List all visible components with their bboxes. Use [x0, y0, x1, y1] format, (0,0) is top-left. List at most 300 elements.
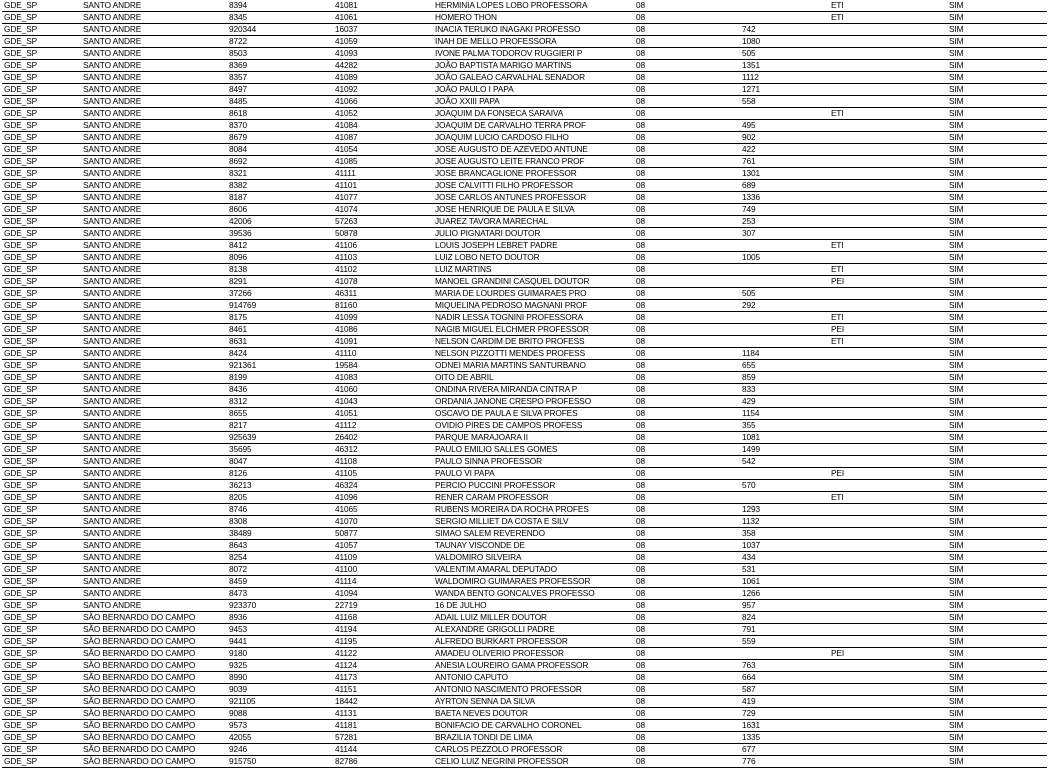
cell-valor: 358: [740, 528, 829, 540]
cell-status: SIM: [947, 240, 1047, 252]
cell-programa: [829, 204, 947, 216]
cell-diretoria: GDE_SP: [2, 480, 81, 492]
cell-codigo-cie: 16037: [333, 24, 433, 36]
cell-diretoria: GDE_SP: [2, 444, 81, 456]
cell-ciclo: 08: [634, 624, 740, 636]
cell-codigo-cie: 41181: [333, 720, 433, 732]
cell-municipio: SÃO BERNARDO DO CAMPO: [81, 696, 227, 708]
cell-programa: [829, 636, 947, 648]
table-row: [2, 300, 1047, 312]
cell-municipio: SANTO ANDRE: [81, 528, 227, 540]
table-row: [2, 456, 1047, 468]
cell-codigo-escola: 8631: [227, 336, 333, 348]
cell-escola-nome: RENER CARAM PROFESSOR: [433, 492, 634, 504]
cell-diretoria: GDE_SP: [2, 216, 81, 228]
cell-diretoria: GDE_SP: [2, 456, 81, 468]
table-row: [2, 732, 1047, 744]
cell-status: SIM: [947, 564, 1047, 576]
cell-municipio: SANTO ANDRE: [81, 84, 227, 96]
cell-codigo-cie: 41122: [333, 648, 433, 660]
cell-ciclo: 08: [634, 252, 740, 264]
cell-municipio: SANTO ANDRE: [81, 108, 227, 120]
cell-programa: ETI: [829, 0, 947, 12]
cell-codigo-cie: 57281: [333, 732, 433, 744]
cell-valor: 587: [740, 684, 829, 696]
cell-codigo-escola: 8990: [227, 672, 333, 684]
cell-escola-nome: LUIZ MARTINS: [433, 264, 634, 276]
cell-ciclo: 08: [634, 108, 740, 120]
cell-ciclo: 08: [634, 528, 740, 540]
cell-programa: [829, 72, 947, 84]
cell-status: SIM: [947, 684, 1047, 696]
cell-codigo-escola: 8459: [227, 576, 333, 588]
cell-municipio: SÃO BERNARDO DO CAMPO: [81, 672, 227, 684]
cell-escola-nome: CELIO LUIZ NEGRINI PROFESSOR: [433, 756, 634, 768]
table-row: [2, 444, 1047, 456]
cell-codigo-escola: 8618: [227, 108, 333, 120]
table-row: [2, 132, 1047, 144]
cell-codigo-escola: 8254: [227, 552, 333, 564]
cell-valor: 1184: [740, 348, 829, 360]
table-row: [2, 192, 1047, 204]
cell-codigo-escola: 35695: [227, 444, 333, 456]
cell-diretoria: GDE_SP: [2, 720, 81, 732]
cell-municipio: SANTO ANDRE: [81, 216, 227, 228]
cell-codigo-escola: 8655: [227, 408, 333, 420]
cell-codigo-cie: 41087: [333, 132, 433, 144]
cell-status: SIM: [947, 732, 1047, 744]
cell-municipio: SANTO ANDRE: [81, 156, 227, 168]
cell-diretoria: GDE_SP: [2, 540, 81, 552]
cell-valor: 957: [740, 600, 829, 612]
cell-diretoria: GDE_SP: [2, 696, 81, 708]
cell-municipio: SANTO ANDRE: [81, 456, 227, 468]
cell-valor: [740, 276, 829, 288]
cell-escola-nome: PAULO EMILIO SALLES GOMES: [433, 444, 634, 456]
cell-ciclo: 08: [634, 276, 740, 288]
table-row: [2, 12, 1047, 24]
table-row: [2, 588, 1047, 600]
cell-municipio: SANTO ANDRE: [81, 48, 227, 60]
cell-codigo-escola: 8485: [227, 96, 333, 108]
cell-programa: [829, 48, 947, 60]
table-row: [2, 516, 1047, 528]
cell-municipio: SANTO ANDRE: [81, 36, 227, 48]
table-row: [2, 480, 1047, 492]
cell-codigo-cie: 41110: [333, 348, 433, 360]
table-row: [2, 648, 1047, 660]
cell-diretoria: GDE_SP: [2, 636, 81, 648]
cell-ciclo: 08: [634, 156, 740, 168]
cell-diretoria: GDE_SP: [2, 0, 81, 12]
cell-diretoria: GDE_SP: [2, 120, 81, 132]
cell-valor: 1081: [740, 432, 829, 444]
cell-diretoria: GDE_SP: [2, 300, 81, 312]
cell-escola-nome: JOAQUIM LUCIO CARDOSO FILHO: [433, 132, 634, 144]
cell-municipio: SANTO ANDRE: [81, 312, 227, 324]
cell-status: SIM: [947, 312, 1047, 324]
cell-ciclo: 08: [634, 492, 740, 504]
cell-codigo-escola: 8084: [227, 144, 333, 156]
cell-status: SIM: [947, 516, 1047, 528]
cell-diretoria: GDE_SP: [2, 156, 81, 168]
cell-programa: [829, 624, 947, 636]
cell-municipio: SANTO ANDRE: [81, 492, 227, 504]
cell-status: SIM: [947, 144, 1047, 156]
cell-ciclo: 08: [634, 348, 740, 360]
cell-codigo-cie: 41084: [333, 120, 433, 132]
cell-municipio: SANTO ANDRE: [81, 396, 227, 408]
cell-ciclo: 08: [634, 228, 740, 240]
cell-diretoria: GDE_SP: [2, 612, 81, 624]
cell-codigo-cie: 41061: [333, 12, 433, 24]
cell-programa: [829, 516, 947, 528]
cell-codigo-escola: 8217: [227, 420, 333, 432]
cell-status: SIM: [947, 444, 1047, 456]
cell-status: SIM: [947, 336, 1047, 348]
table-row: [2, 168, 1047, 180]
cell-diretoria: GDE_SP: [2, 276, 81, 288]
cell-escola-nome: 16 DE JULHO: [433, 600, 634, 612]
cell-diretoria: GDE_SP: [2, 552, 81, 564]
cell-valor: 292: [740, 300, 829, 312]
cell-codigo-escola: 38489: [227, 528, 333, 540]
cell-codigo-escola: 9325: [227, 660, 333, 672]
cell-diretoria: GDE_SP: [2, 24, 81, 36]
cell-escola-nome: BRAZILIA TONDI DE LIMA: [433, 732, 634, 744]
cell-escola-nome: ORDANIA JANONE CRESPO PROFESSO: [433, 396, 634, 408]
cell-ciclo: 08: [634, 564, 740, 576]
cell-valor: 749: [740, 204, 829, 216]
cell-diretoria: GDE_SP: [2, 672, 81, 684]
cell-ciclo: 08: [634, 0, 740, 12]
cell-diretoria: GDE_SP: [2, 624, 81, 636]
cell-codigo-escola: 8692: [227, 156, 333, 168]
cell-codigo-escola: 8936: [227, 612, 333, 624]
cell-codigo-cie: 41043: [333, 396, 433, 408]
cell-programa: [829, 384, 947, 396]
table-row: [2, 204, 1047, 216]
cell-codigo-cie: 41094: [333, 588, 433, 600]
cell-codigo-cie: 41085: [333, 156, 433, 168]
cell-diretoria: GDE_SP: [2, 744, 81, 756]
cell-escola-nome: OVIDIO PIRES DE CAMPOS PROFESS: [433, 420, 634, 432]
cell-municipio: SÃO BERNARDO DO CAMPO: [81, 660, 227, 672]
cell-codigo-cie: 41105: [333, 468, 433, 480]
cell-codigo-escola: 914769: [227, 300, 333, 312]
table-row: [2, 564, 1047, 576]
cell-codigo-cie: 41081: [333, 0, 433, 12]
cell-programa: [829, 120, 947, 132]
cell-programa: [829, 252, 947, 264]
cell-programa: [829, 348, 947, 360]
cell-codigo-cie: 50878: [333, 228, 433, 240]
cell-ciclo: 08: [634, 120, 740, 132]
cell-escola-nome: ALEXANDRE GRIGOLLI PADRE: [433, 624, 634, 636]
cell-diretoria: GDE_SP: [2, 600, 81, 612]
cell-codigo-cie: 41060: [333, 384, 433, 396]
table-row: [2, 684, 1047, 696]
cell-ciclo: 08: [634, 516, 740, 528]
cell-valor: 677: [740, 744, 829, 756]
cell-status: SIM: [947, 588, 1047, 600]
cell-ciclo: 08: [634, 192, 740, 204]
cell-ciclo: 08: [634, 756, 740, 768]
cell-escola-nome: JOSE HENRIQUE DE PAULA E SILVA: [433, 204, 634, 216]
cell-codigo-cie: 41108: [333, 456, 433, 468]
cell-codigo-cie: 44282: [333, 60, 433, 72]
cell-codigo-cie: 41112: [333, 420, 433, 432]
cell-codigo-escola: 923370: [227, 600, 333, 612]
cell-diretoria: GDE_SP: [2, 492, 81, 504]
cell-escola-nome: VALENTIM AMARAL DEPUTADO: [433, 564, 634, 576]
cell-ciclo: 08: [634, 60, 740, 72]
cell-municipio: SANTO ANDRE: [81, 600, 227, 612]
cell-programa: [829, 156, 947, 168]
cell-ciclo: 08: [634, 336, 740, 348]
cell-escola-nome: PAULO SINNA PROFESSOR: [433, 456, 634, 468]
cell-municipio: SANTO ANDRE: [81, 168, 227, 180]
table-row: [2, 264, 1047, 276]
table-row: [2, 36, 1047, 48]
cell-valor: 833: [740, 384, 829, 396]
cell-escola-nome: SIMAO SALEM REVERENDO: [433, 528, 634, 540]
cell-programa: [829, 672, 947, 684]
cell-valor: 495: [740, 120, 829, 132]
cell-status: SIM: [947, 276, 1047, 288]
cell-valor: [740, 648, 829, 660]
cell-codigo-cie: 41083: [333, 372, 433, 384]
cell-valor: 1499: [740, 444, 829, 456]
cell-municipio: SANTO ANDRE: [81, 336, 227, 348]
cell-programa: [829, 408, 947, 420]
cell-programa: [829, 744, 947, 756]
cell-programa: PEI: [829, 648, 947, 660]
cell-valor: 776: [740, 756, 829, 768]
cell-programa: PEI: [829, 276, 947, 288]
cell-codigo-escola: 8679: [227, 132, 333, 144]
cell-municipio: SANTO ANDRE: [81, 432, 227, 444]
cell-diretoria: GDE_SP: [2, 144, 81, 156]
cell-codigo-escola: 8321: [227, 168, 333, 180]
table-row: [2, 528, 1047, 540]
cell-programa: [829, 660, 947, 672]
cell-ciclo: 08: [634, 324, 740, 336]
cell-diretoria: GDE_SP: [2, 84, 81, 96]
cell-municipio: SANTO ANDRE: [81, 144, 227, 156]
cell-status: SIM: [947, 720, 1047, 732]
table-row: [2, 372, 1047, 384]
cell-diretoria: GDE_SP: [2, 168, 81, 180]
table-row: [2, 624, 1047, 636]
cell-status: SIM: [947, 756, 1047, 768]
cell-valor: 1266: [740, 588, 829, 600]
table-row: [2, 144, 1047, 156]
cell-programa: [829, 504, 947, 516]
cell-codigo-cie: 41124: [333, 660, 433, 672]
cell-codigo-cie: 41131: [333, 708, 433, 720]
cell-status: SIM: [947, 612, 1047, 624]
cell-status: SIM: [947, 108, 1047, 120]
cell-valor: 505: [740, 48, 829, 60]
cell-escola-nome: VALDOMIRO SILVEIRA: [433, 552, 634, 564]
table-row: [2, 660, 1047, 672]
cell-ciclo: 08: [634, 264, 740, 276]
cell-diretoria: GDE_SP: [2, 396, 81, 408]
cell-status: SIM: [947, 264, 1047, 276]
cell-diretoria: GDE_SP: [2, 708, 81, 720]
cell-programa: [829, 564, 947, 576]
school-table: [2, 0, 1047, 768]
cell-diretoria: GDE_SP: [2, 228, 81, 240]
cell-valor: 355: [740, 420, 829, 432]
cell-codigo-cie: 26402: [333, 432, 433, 444]
table-row: [2, 756, 1047, 768]
cell-codigo-cie: 41065: [333, 504, 433, 516]
cell-valor: 664: [740, 672, 829, 684]
cell-diretoria: GDE_SP: [2, 756, 81, 768]
cell-escola-nome: RUBENS MOREIRA DA ROCHA PROFES: [433, 504, 634, 516]
cell-diretoria: GDE_SP: [2, 204, 81, 216]
cell-municipio: SÃO BERNARDO DO CAMPO: [81, 648, 227, 660]
cell-ciclo: 08: [634, 696, 740, 708]
cell-ciclo: 08: [634, 300, 740, 312]
cell-municipio: SANTO ANDRE: [81, 96, 227, 108]
cell-programa: [829, 480, 947, 492]
table-row: [2, 492, 1047, 504]
cell-status: SIM: [947, 360, 1047, 372]
table-row: [2, 288, 1047, 300]
cell-escola-nome: OSCAVO DE PAULA E SILVA PROFES: [433, 408, 634, 420]
table-row: [2, 324, 1047, 336]
cell-ciclo: 08: [634, 600, 740, 612]
cell-ciclo: 08: [634, 168, 740, 180]
cell-status: SIM: [947, 432, 1047, 444]
cell-status: SIM: [947, 420, 1047, 432]
cell-diretoria: GDE_SP: [2, 348, 81, 360]
cell-status: SIM: [947, 468, 1047, 480]
cell-status: SIM: [947, 492, 1047, 504]
cell-codigo-cie: 41173: [333, 672, 433, 684]
table-row: [2, 348, 1047, 360]
cell-escola-nome: JOSE BRANCAGLIONE PROFESSOR: [433, 168, 634, 180]
cell-valor: 531: [740, 564, 829, 576]
cell-codigo-escola: 8370: [227, 120, 333, 132]
cell-municipio: SANTO ANDRE: [81, 180, 227, 192]
cell-municipio: SANTO ANDRE: [81, 360, 227, 372]
cell-municipio: SANTO ANDRE: [81, 72, 227, 84]
cell-codigo-cie: 50877: [333, 528, 433, 540]
cell-ciclo: 08: [634, 396, 740, 408]
cell-status: SIM: [947, 36, 1047, 48]
cell-programa: [829, 576, 947, 588]
cell-valor: 1080: [740, 36, 829, 48]
cell-programa: ETI: [829, 240, 947, 252]
cell-valor: 791: [740, 624, 829, 636]
cell-codigo-escola: 9180: [227, 648, 333, 660]
cell-escola-nome: JOÃO XXIII PAPA: [433, 96, 634, 108]
cell-ciclo: 08: [634, 48, 740, 60]
cell-diretoria: GDE_SP: [2, 576, 81, 588]
cell-municipio: SANTO ANDRE: [81, 252, 227, 264]
table-row: [2, 396, 1047, 408]
cell-escola-nome: INAH DE MELLO PROFESSORA: [433, 36, 634, 48]
cell-status: SIM: [947, 120, 1047, 132]
cell-municipio: SÃO BERNARDO DO CAMPO: [81, 732, 227, 744]
cell-status: SIM: [947, 192, 1047, 204]
cell-programa: [829, 60, 947, 72]
cell-codigo-cie: 41074: [333, 204, 433, 216]
table-row: [2, 600, 1047, 612]
cell-programa: [829, 420, 947, 432]
cell-municipio: SANTO ANDRE: [81, 324, 227, 336]
cell-ciclo: 08: [634, 420, 740, 432]
cell-escola-nome: HOMERO THON: [433, 12, 634, 24]
table-row: [2, 156, 1047, 168]
cell-valor: 1351: [740, 60, 829, 72]
cell-valor: 742: [740, 24, 829, 36]
cell-ciclo: 08: [634, 732, 740, 744]
cell-municipio: SANTO ANDRE: [81, 120, 227, 132]
cell-programa: [829, 288, 947, 300]
table-row: [2, 240, 1047, 252]
cell-valor: [740, 12, 829, 24]
cell-escola-nome: MANOEL GRANDINI CASQUEL DOUTOR: [433, 276, 634, 288]
cell-ciclo: 08: [634, 612, 740, 624]
cell-municipio: SÃO BERNARDO DO CAMPO: [81, 612, 227, 624]
cell-status: SIM: [947, 504, 1047, 516]
cell-codigo-escola: 8205: [227, 492, 333, 504]
cell-diretoria: GDE_SP: [2, 384, 81, 396]
cell-codigo-cie: 41059: [333, 36, 433, 48]
cell-valor: 1005: [740, 252, 829, 264]
cell-valor: 422: [740, 144, 829, 156]
cell-ciclo: 08: [634, 432, 740, 444]
cell-valor: 1061: [740, 576, 829, 588]
cell-ciclo: 08: [634, 204, 740, 216]
cell-ciclo: 08: [634, 12, 740, 24]
cell-valor: [740, 336, 829, 348]
cell-ciclo: 08: [634, 576, 740, 588]
table-row: [2, 180, 1047, 192]
cell-programa: [829, 144, 947, 156]
cell-status: SIM: [947, 540, 1047, 552]
cell-valor: 824: [740, 612, 829, 624]
cell-codigo-escola: 8369: [227, 60, 333, 72]
cell-codigo-escola: 9453: [227, 624, 333, 636]
cell-codigo-escola: 8187: [227, 192, 333, 204]
cell-programa: [829, 216, 947, 228]
cell-status: SIM: [947, 288, 1047, 300]
cell-valor: 1335: [740, 732, 829, 744]
cell-codigo-escola: 9573: [227, 720, 333, 732]
cell-valor: 761: [740, 156, 829, 168]
cell-escola-nome: OITO DE ABRIL: [433, 372, 634, 384]
cell-codigo-escola: 9088: [227, 708, 333, 720]
table-row: [2, 84, 1047, 96]
cell-programa: ETI: [829, 492, 947, 504]
cell-diretoria: GDE_SP: [2, 72, 81, 84]
table-row: [2, 384, 1047, 396]
cell-escola-nome: JOSE CARLOS ANTUNES PROFESSOR: [433, 192, 634, 204]
cell-codigo-escola: 8473: [227, 588, 333, 600]
cell-ciclo: 08: [634, 36, 740, 48]
cell-codigo-escola: 42055: [227, 732, 333, 744]
cell-valor: [740, 324, 829, 336]
cell-escola-nome: LUIZ LOBO NETO DOUTOR: [433, 252, 634, 264]
cell-codigo-escola: 8436: [227, 384, 333, 396]
cell-ciclo: 08: [634, 24, 740, 36]
